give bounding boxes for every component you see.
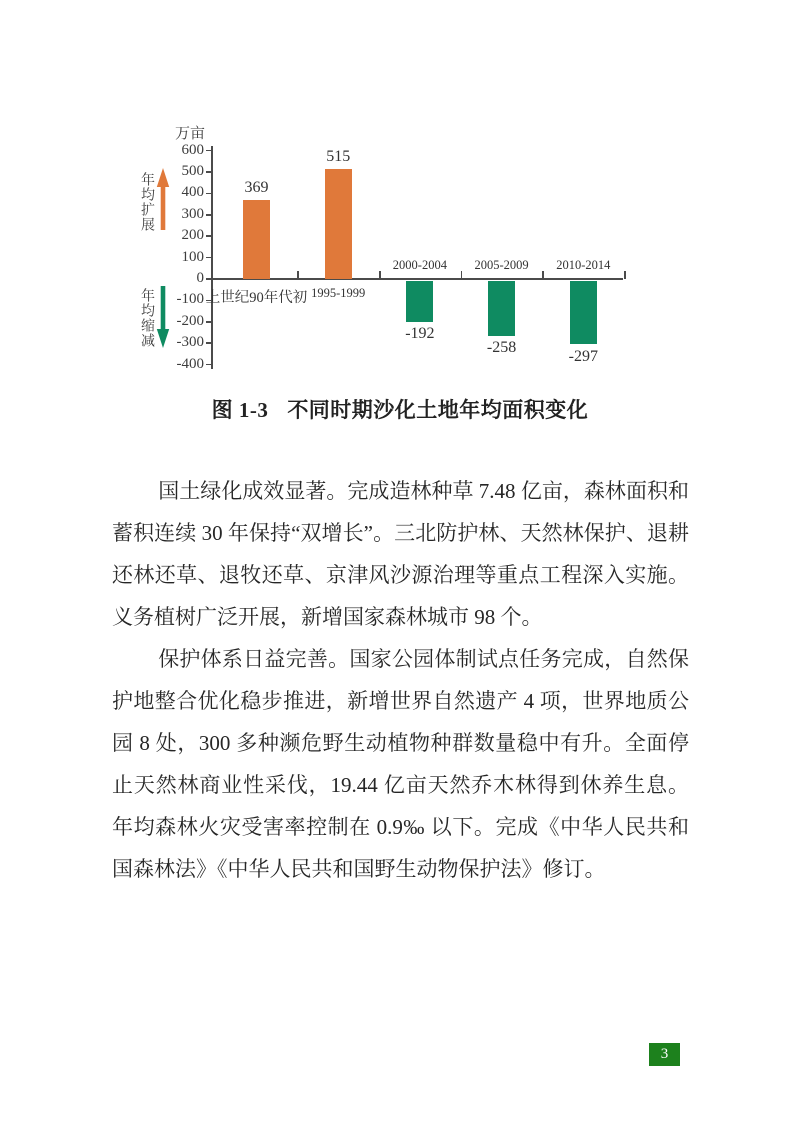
y-axis-tick-label: 200 (181, 227, 204, 244)
bar-value-label: -297 (568, 347, 598, 365)
chart-bar-2 (325, 169, 352, 279)
figure-label: 图 1-3 (211, 398, 269, 422)
annual-reduction-label: 年均缩减 (139, 288, 154, 348)
y-axis-tick-label: 100 (181, 248, 204, 265)
body-text (112, 470, 689, 890)
y-axis-tick-label: -300 (176, 334, 204, 351)
x-axis-line (211, 278, 623, 280)
category-label: 1995-1999 (311, 286, 366, 300)
category-label: 2000-2004 (392, 258, 447, 272)
y-axis-tick-label: 500 (181, 163, 204, 179)
y-axis-tick (206, 342, 211, 344)
chart-bar-1 (243, 200, 270, 279)
y-axis-tick (206, 321, 211, 323)
y-axis-tick-label: 0 (196, 270, 204, 286)
y-axis-tick (206, 171, 211, 173)
y-axis-tick-label: 400 (181, 184, 204, 201)
chart-bar-4 (488, 281, 515, 336)
bar-value-label: -258 (486, 339, 517, 357)
y-axis-tick (206, 278, 211, 280)
y-axis-tick (206, 364, 211, 366)
paragraph-protection-system: 保护体系日益完善。国家公园体制试点任务完成，自然保护地整合优化稳步推进，新增世界自然遗产 4 项，世界地质公园 8 处，300 多种濒危野生动植物种群数量稳中有升。全面停止天然林商业性采伐，19.44 亿亩天然乔木林得到休养生息。年均森林火灾受害率控制在 0.9‰ 以下。完成《中华人民共和国森林法》《中华人民共和国野生动物保护法》修订。 (112, 647, 689, 881)
y-axis-tick (206, 193, 211, 195)
y-axis-tick (206, 257, 211, 259)
y-axis-tick (206, 214, 211, 216)
y-axis-tick (206, 150, 211, 152)
y-axis-tick-label: -200 (176, 312, 204, 329)
bar-value-label: -192 (405, 325, 435, 343)
chart-bar-3 (406, 281, 433, 322)
chart-bar-5 (570, 281, 597, 345)
y-axis-tick-label: -100 (176, 291, 204, 308)
category-label: 2010-2014 (556, 258, 611, 272)
category-label: 上世纪90年代初 (205, 290, 308, 306)
y-axis-tick-label: -400 (176, 355, 204, 372)
bar-value-label: 369 (244, 179, 269, 197)
y-axis-unit-label: 万亩 (175, 126, 206, 142)
figure-1-3-chart (130, 110, 650, 402)
y-axis-tick-label: 600 (181, 141, 204, 158)
y-axis-tick-label: 300 (181, 205, 204, 222)
figure-title: 不同时期沙化土地年均面积变化 (287, 398, 589, 422)
paragraph-greening-achievements: 国土绿化成效显著。完成造林种草 7.48 亿亩，森林面积和蓄积连续 30 年保持“双增长”。三北防护林、天然林保护、退耕还林还草、退牧还草、京津风沙源治理等重点工程深入实施。义务植树广泛开展，新增国家森林城市 98 个。 (112, 479, 689, 629)
figure-caption (0, 394, 800, 424)
category-label: 2005-2009 (474, 258, 529, 272)
x-axis-tick (297, 271, 299, 279)
bar-value-label: 515 (326, 147, 351, 165)
annual-expansion-label: 年均扩展 (139, 172, 154, 232)
y-axis-line (211, 146, 213, 369)
page-number-badge: 3 (649, 1043, 680, 1066)
y-axis-tick (206, 235, 211, 237)
